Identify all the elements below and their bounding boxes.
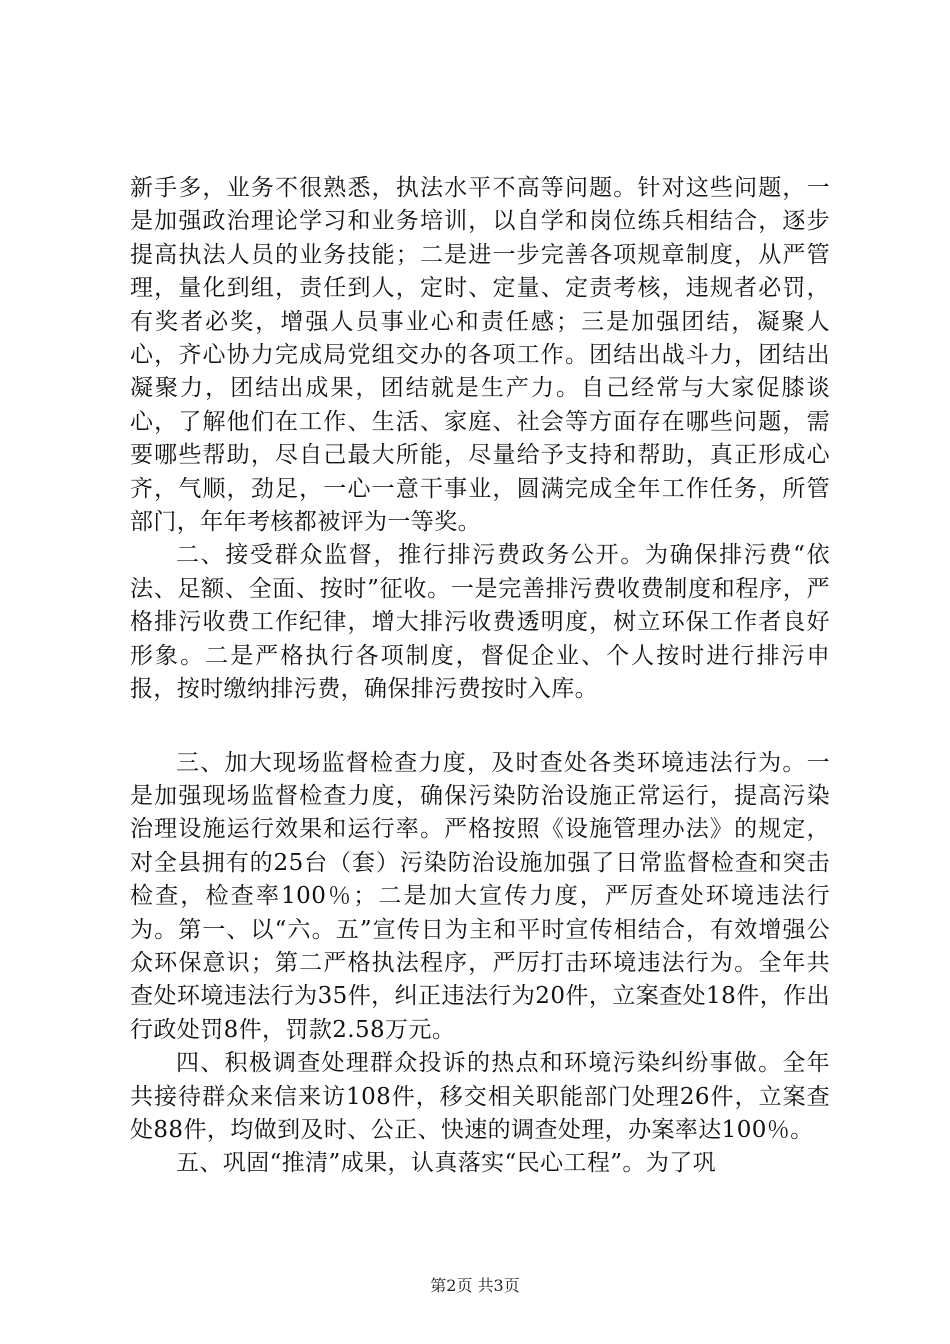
paragraph-section-3: 三、加大现场监督检查力度，及时查处各类环境违法行为。一是加强现场监督检查力度，确保污染防治设施正常运行，提高污染治理设施运行效果和运行率。严格按照《设施管理办法》的规定，对全县拥有的25台（套）污染防治设施加强了日常监督检查和突击检查，检查率100％；二是加大宣传力度，严厉查处环境违法行为。第一、以“六。五”宣传日为主和平时宣传相结合，有效增强公众环保意识；第二严格执法程序，严厉打击环境违法行为。全年共查处环境违法行为35件，纠正违法行为20件，立案查处18件，作出行政处罚8件，罚款2.58万元。: [130, 749, 830, 1043]
page-number-footer: 第2页 共3页: [430, 1276, 520, 1295]
paragraph-section-5: 五、巩固“推清”成果，认真落实“民心工程”。为了巩: [176, 1150, 717, 1177]
paragraph-section-2: 二、接受群众监督，推行排污费政务公开。为确保排污费“依法、足额、全面、按时”征收。一是完善排污费收费制度和程序，严格排污收费工作纪律，增大排污收费透明度，树立环保工作者良好形象。二是严格执行各项制度，督促企业、个人按时进行排污申报，按时缴纳排污费，确保排污费按时入库。: [130, 542, 830, 703]
paragraph-gap: [130, 707, 830, 747]
paragraph-section-4: 四、积极调查处理群众投诉的热点和环境污染纠纷事做。全年共接待群众来信来访108件，移交相关职能部门处理26件，立案查处88件，均做到及时、公正、快速的调查处理，办案率达100％。: [130, 1050, 830, 1143]
paragraph-continuation: 新手多，业务不很熟悉，执法水平不高等问题。针对这些问题，一是加强政治理论学习和业务培训，以自学和岗位练兵相结合，逐步提高执法人员的业务技能；二是进一步完善各项规章制度，从严管理，量化到组，责任到人，定时、定量、定责考核，违规者必罚，有奖者必奖，增强人员事业心和责任感；三是加强团结，凝聚人心，齐心协力完成局党组交办的各项工作。团结出战斗力，团结出凝聚力，团结出成果，团结就是生产力。自己经常与大家促膝谈心，了解他们在工作、生活、家庭、社会等方面存在哪些问题，需要哪些帮助，尽自己最大所能，尽量给予支持和帮助，真正形成心齐，气顺，劲足，一心一意干事业，圆满完成全年工作任务，所管部门，年年考核都被评为一等奖。: [130, 175, 830, 536]
document-body: [130, 172, 830, 1181]
